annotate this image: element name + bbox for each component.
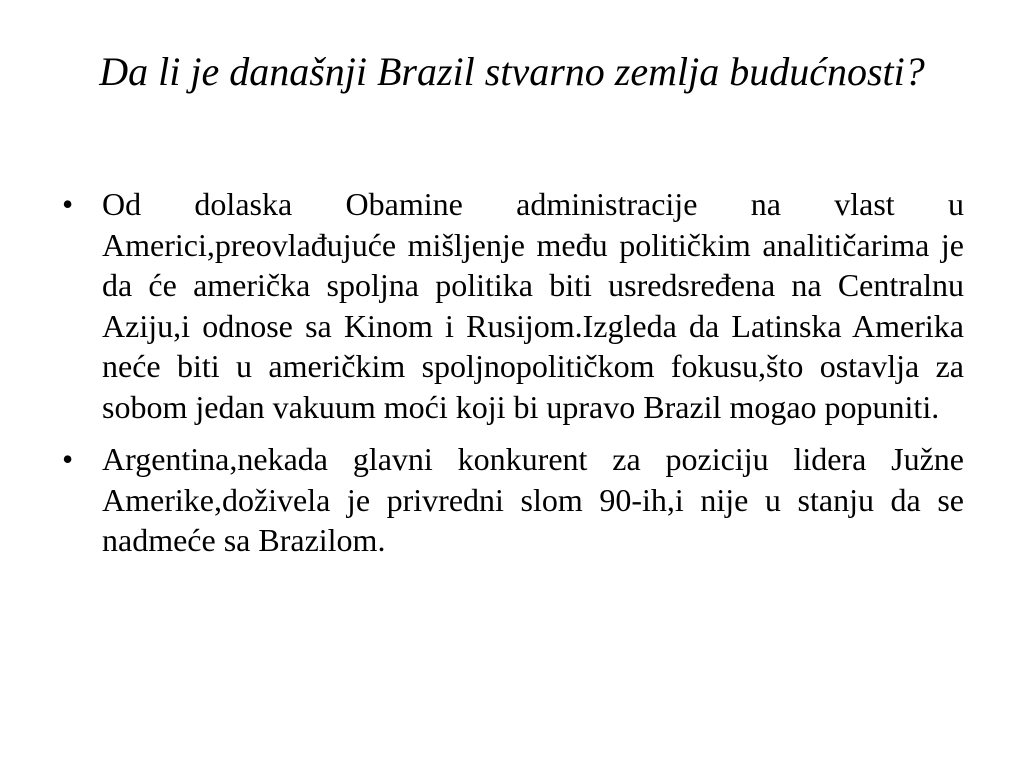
bullet-item — [58, 184, 964, 427]
bullet-marker: • — [62, 441, 74, 477]
bullet-marker: • — [62, 186, 74, 222]
bullet-text: Od dolaska Obamine administracije na vlast u Americi,preovlađujuće mišljenje među političkim analitičarima je da će američka spoljna politika biti usredsređena na Centralnu Aziju,i odnose sa Kinom i Rusijom.Izgleda da Latinska Amerika neće biti u američkim spoljnopolitičkom fokusu,što ostavlja za sobom jedan vakuum moći koji bi upravo Brazil mogao popuniti. — [102, 186, 964, 425]
bullet-item — [58, 439, 964, 561]
slide-title: Da li je današnji Brazil stvarno zemlja budućnosti? — [99, 49, 925, 94]
bullet-list — [58, 184, 964, 573]
bullet-text: Argentina,nekada glavni konkurent za poziciju lidera Južne Amerike,doživela je privredni slom 90-ih,i nije u stanju da se nadmeće sa Brazilom. — [102, 441, 964, 558]
